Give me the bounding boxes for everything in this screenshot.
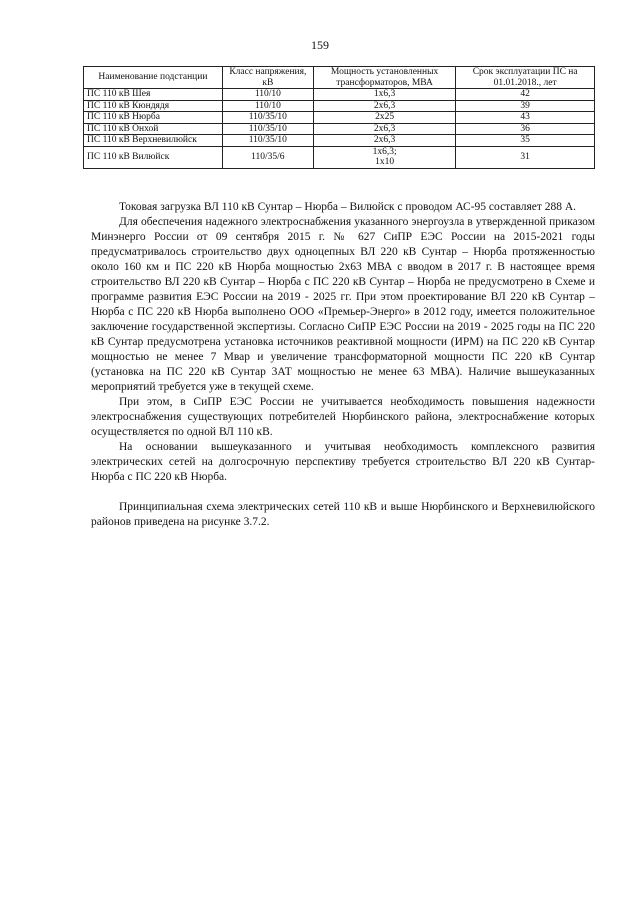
paragraph: На основании вышеуказанного и учитывая необходимость комплексного развития электрических сетей на долгосрочную перспективу требуется строительство ВЛ 220 кВ Сунтар-Нюрба с ПС 220 кВ Нюрба.	[91, 441, 595, 483]
paragraph: Для обеспечения надежного электроснабжения указанного энергоузла в утвержденной приказом Минэнерго России от 09 сентября 2015 г. № 627 СиПР ЕЭС России на 2015-2021 годы предусматривалось строительство двух одноцепных ВЛ 220 кВ Сунтар – Нюрба протяженностью около 160 км и ПС 220 кВ Нюрба мощностью 2х63 МВА с вводом в 2017 г. В настоящее время строительство ВЛ 220 кВ Сунтар – Нюрба с ПС 220 кВ Сунтар – Нюрба не предусмотрено в Схеме и программе развития ЕЭС России на 2019 - 2025 гг. При этом проектирование ВЛ 220 кВ Сунтар – Нюрба с ПС 220 кВ Нюрба выполнено ООО «Премьер-Энерго» в 2012 году, имеется положительное заключение государственной экспертизы. Согласно СиПР ЕЭС России на 2019 - 2025 годы на ПС 220 кВ Сунтар предусмотрена установка источников реактивной мощности (ИРМ) на ПС 220 кВ Сунтар мощностью не менее 7 Мвар и увеличение трансформаторной мощности ПС 220 кВ Сунтар (установка на ПС 220 кВ Сунтар 3АТ мощностью не менее 63 МВА). Наличие вышеуказанных мероприятий требуется уже в текущей схеме.	[91, 216, 595, 393]
cell-voltage-class: 110/35/6	[222, 146, 313, 168]
power-line-1: 1х6,3;	[372, 146, 397, 157]
cell-voltage-class: 110/10	[222, 100, 313, 112]
header-service-life: Срок эксплуатации ПС на 01.01.2018., лет	[456, 67, 595, 89]
cell-service-life: 42	[456, 89, 595, 101]
paragraph: Принципиальная схема электрических сетей 110 кВ и выше Нюрбинского и Верхневилюйского районов приведена на рисунке 3.7.2.	[91, 501, 595, 528]
cell-transformer-power: 1х6,3	[313, 89, 455, 101]
cell-service-life: 43	[456, 112, 595, 124]
cell-service-life: 36	[456, 123, 595, 135]
substations-table	[83, 66, 595, 169]
header-voltage-class: Класс напряжения, кВ	[222, 67, 313, 89]
table-row	[84, 123, 595, 135]
cell-voltage-class: 110/35/10	[222, 123, 313, 135]
cell-transformer-power: 2х6,3	[313, 135, 455, 147]
cell-voltage-class: 110/35/10	[222, 135, 313, 147]
paragraph: Токовая загрузка ВЛ 110 кВ Сунтар – Нюрба – Вилюйск с проводом АС-95 составляет 288 А.	[119, 201, 577, 213]
table-row	[84, 112, 595, 124]
cell-transformer-power: 2х6,3	[313, 100, 455, 112]
body-text	[91, 200, 595, 530]
table-row	[84, 135, 595, 147]
cell-voltage-class: 110/10	[222, 89, 313, 101]
header-substation-name: Наименование подстанции	[84, 67, 223, 89]
paragraph: При этом, в СиПР ЕЭС России не учитывается необходимость повышения надежности электроснабжения существующих потребителей Нюрбинского района, электроснабжение которых осуществляется по одной ВЛ 110 кВ.	[91, 396, 595, 438]
table-row	[84, 100, 595, 112]
cell-substation-name: ПС 110 кВ Вилюйск	[84, 146, 223, 168]
table-row	[84, 146, 595, 168]
cell-substation-name: ПС 110 кВ Нюрба	[84, 112, 223, 124]
power-line-2: 1х10	[375, 157, 395, 167]
cell-substation-name: ПС 110 кВ Шея	[84, 89, 223, 101]
header-transformer-power: Мощность установленных трансформаторов, МВА	[313, 67, 455, 89]
cell-substation-name: ПС 110 кВ Верхневилюйск	[84, 135, 223, 147]
table-row	[84, 89, 595, 101]
cell-service-life: 31	[456, 146, 595, 168]
cell-substation-name: ПС 110 кВ Онхой	[84, 123, 223, 135]
cell-transformer-power: 2х6,3	[313, 123, 455, 135]
table-header-row	[84, 67, 595, 89]
cell-transformer-power: 2х25	[313, 112, 455, 124]
cell-voltage-class: 110/35/10	[222, 112, 313, 124]
page-number: 159	[311, 38, 329, 52]
cell-substation-name: ПС 110 кВ Кюндядя	[84, 100, 223, 112]
cell-service-life: 35	[456, 135, 595, 147]
cell-transformer-power	[313, 146, 455, 168]
cell-service-life: 39	[456, 100, 595, 112]
